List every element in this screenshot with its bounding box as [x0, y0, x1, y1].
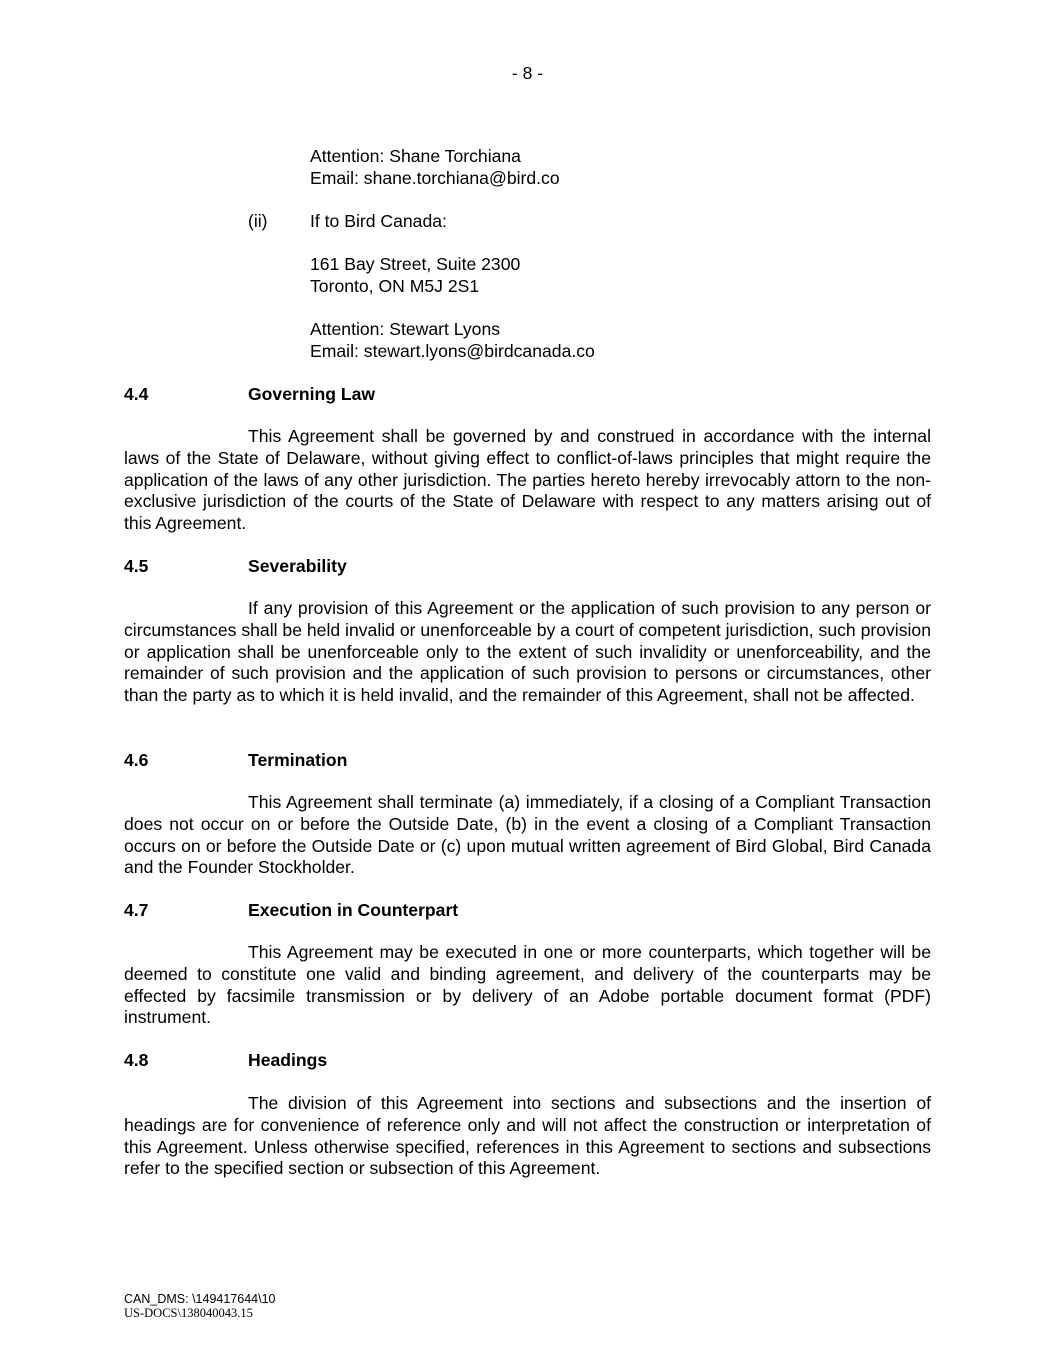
- page-number: - 8 -: [511, 63, 544, 83]
- email-line: Email: stewart.lyons@birdcanada.co: [310, 340, 595, 361]
- footer-doc-id: US-DOCS\138040043.15: [124, 1306, 253, 1320]
- section-body: This Agreement may be executed in one or more counterparts, which together will be deemed to constitute one valid and binding agreement, and delivery of the counterparts may be effected by facsimile transmission or by delivery of an Adobe portable document format (PDF) instrument.: [124, 942, 931, 1028]
- address-line: 161 Bay Street, Suite 2300: [310, 254, 521, 274]
- section-body: The division of this Agreement into sections and subsections and the insertion of headings are for convenience of reference only and will not affect the construction or interpretation of this Agreement. Unless otherwise specified, references in this Agreement to sections and subsections refer to the specified section or subsection of this Agreement.: [124, 1093, 931, 1179]
- item-ii-label: If to Bird Canada:: [310, 211, 447, 231]
- section-title: Governing Law: [248, 384, 376, 404]
- section-number: 4.8: [124, 1050, 149, 1070]
- section-title: Headings: [248, 1050, 328, 1070]
- footer-doc-id: CAN_DMS: \149417644\10: [124, 1292, 276, 1306]
- section-number: 4.5: [124, 556, 149, 576]
- section-title: Execution in Counterpart: [248, 900, 459, 920]
- section-number: 4.4: [124, 384, 149, 404]
- attention-line: Attention: Shane Torchiana: [310, 146, 521, 166]
- notice-contact-first: [310, 146, 560, 190]
- email-line: Email: shane.torchiana@bird.co: [310, 167, 560, 188]
- attention-line: Attention: Stewart Lyons: [310, 319, 501, 339]
- address-line: Toronto, ON M5J 2S1: [310, 275, 480, 296]
- item-ii-marker: (ii): [248, 211, 268, 231]
- section-number: 4.7: [124, 900, 149, 920]
- section-body: This Agreement shall be governed by and construed in accordance with the internal laws of the State of Delaware, without giving effect to conflict-of-laws principles that might require the application of the laws of any other jurisdiction. The parties hereto hereby irrevocably attorn to the non-exclusive jurisdiction of the courts of the State of Delaware with respect to any matters arising out of this Agreement.: [124, 426, 931, 534]
- section-body: This Agreement shall terminate (a) immediately, if a closing of a Compliant Transaction does not occur on or before the Outside Date, (b) in the event a closing of a Compliant Transaction occurs on or before the Outside Date or (c) upon mutual written agreement of Bird Global, Bird Canada and the Founder Stockholder.: [124, 792, 931, 878]
- section-title: Severability: [248, 556, 347, 576]
- section-body: If any provision of this Agreement or the application of such provision to any person or circumstances shall be held invalid or unenforceable by a court of competent jurisdiction, such provision or application shall be unenforceable only to the extent of such invalidity or unenforceability, and the remainder of such provision and the application of such provision to persons or circumstances, other than the party as to which it is held invalid, and the remainder of this Agreement, shall not be affected.: [124, 598, 931, 706]
- notice-contact-second: [310, 319, 595, 363]
- section-title: Termination: [248, 750, 348, 770]
- document-footer: [124, 1292, 275, 1320]
- section-number: 4.6: [124, 750, 149, 770]
- bird-canada-address: [310, 254, 520, 298]
